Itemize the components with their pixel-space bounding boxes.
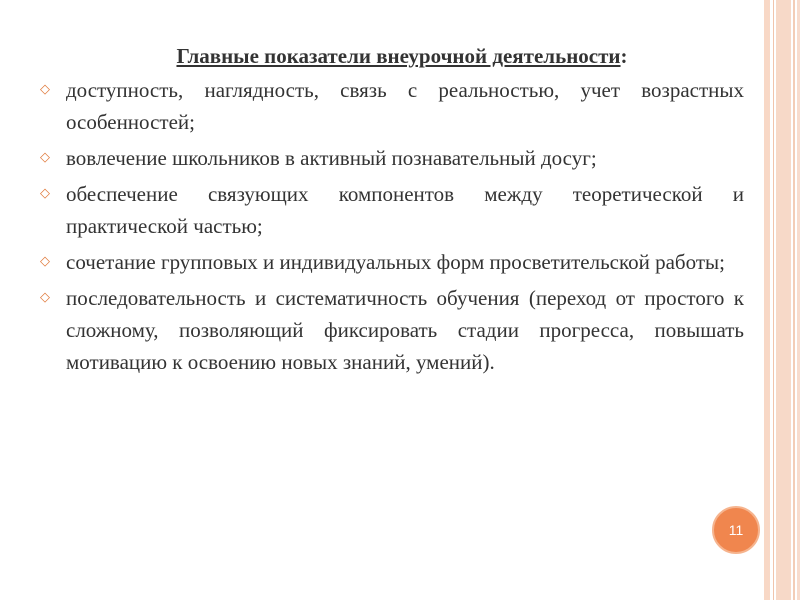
slide-heading [40, 40, 744, 72]
decorative-border-strip [764, 0, 770, 600]
page-number: 11 [728, 522, 744, 538]
bullet-item [40, 142, 744, 174]
diamond-bullet-icon: ◇ [40, 290, 50, 305]
bullet-text: доступность, наглядность, связь с реальностью, учет возрастных особенностей; [66, 78, 744, 134]
diamond-bullet-icon: ◇ [40, 82, 50, 97]
diamond-bullet-icon: ◇ [40, 150, 50, 165]
bullet-text: сочетание групповых и индивидуальных форм просветительской работы; [66, 250, 725, 274]
bullet-text: вовлечение школьников в активный познавательный досуг; [66, 146, 597, 170]
bullet-text: обеспечение связующих компонентов между теоретической и практической частью; [66, 182, 744, 238]
slide-content [40, 40, 744, 382]
bullet-item [40, 282, 744, 378]
bullet-list [40, 74, 744, 378]
decorative-border-strip [793, 0, 795, 600]
page-number-badge [712, 506, 760, 554]
slide-heading-suffix: : [620, 44, 628, 68]
bullet-item [40, 178, 744, 242]
decorative-border-strip [776, 0, 791, 600]
slide-heading-title: Главные показатели внеурочной деятельности [176, 44, 621, 68]
diamond-bullet-icon: ◇ [40, 186, 50, 201]
bullet-item [40, 74, 744, 138]
bullet-text: последовательность и систематичность обучения (переход от простого к сложному, позволяющий фиксировать стадии прогресса, повышать мотивацию к освоению новых знаний, умений). [66, 286, 744, 374]
bullet-item [40, 246, 744, 278]
diamond-bullet-icon: ◇ [40, 254, 50, 269]
decorative-border-strip [773, 0, 774, 600]
